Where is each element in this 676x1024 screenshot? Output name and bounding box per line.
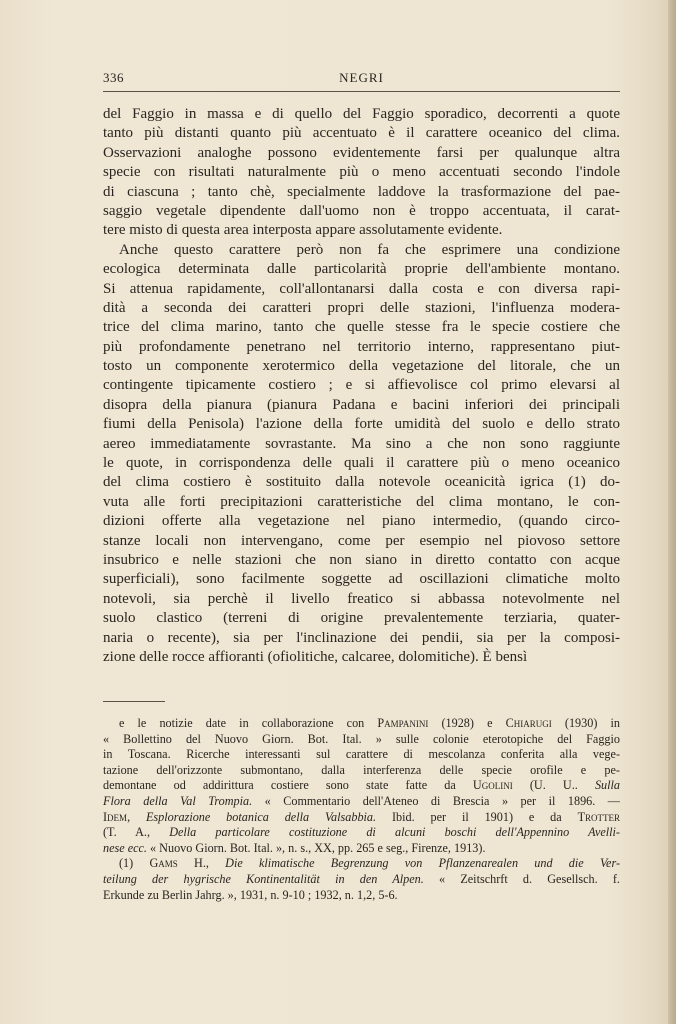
header-rule xyxy=(103,91,620,92)
footnote-line xyxy=(103,841,620,857)
footnotes xyxy=(103,716,620,903)
text-line: Si attenua rapidamente, coll'allontanarsi dalla costa e con diversa rapi- xyxy=(103,280,620,297)
text-line: notevoli, sia perchè il livello freatico si abbassa notevolmente nel xyxy=(103,590,620,607)
footnote-line xyxy=(103,888,620,904)
text-line: trice del clima marino, tanto che quelle stesse fra le specie costiere che xyxy=(103,319,620,336)
running-title: NEGRI xyxy=(339,70,384,85)
footnote-fragment: Chiarugi xyxy=(505,716,552,730)
footnote-line xyxy=(103,716,620,732)
footnote-fragment: Ugolini xyxy=(472,778,513,793)
text-line: contingente tipicamente costiero ; e si affievolisce col primo elevarsi al xyxy=(103,377,620,394)
footnote-fragment: (T. A., xyxy=(103,825,170,840)
footnote-line xyxy=(103,763,620,779)
footnote-fragment: in Toscana. Ricerche interessanti sul carattere di mescolanza conferita alla vege- xyxy=(103,747,620,762)
footnote-fragment: « Bollettino del Nuovo Giorn. Bot. Ital. » sulle colonie eterotopiche del Faggio xyxy=(103,731,620,746)
footnote-fragment: Die klimatische Begrenzung von Pflanzenarealen und die Ver- xyxy=(225,856,620,871)
text-line: tere misto di questa area interposta appare assolutamente evidente. xyxy=(103,222,503,239)
footnote-fragment: nese ecc. xyxy=(103,840,147,855)
footnote-line xyxy=(103,732,620,748)
footnote-fragment: « Zeitschrft d. Gesellsch. f. xyxy=(423,871,620,886)
footnote-fragment: Gams xyxy=(149,856,178,871)
footnote-fragment: (1) xyxy=(119,856,150,871)
footnote-fragment: H., xyxy=(177,856,226,871)
footnote-line xyxy=(103,778,620,794)
footnote-separator xyxy=(103,701,165,702)
text-line: del Faggio in massa e di quello del Faggio sporadico, decorrenti a quote xyxy=(103,106,620,122)
text-line: tosto un componente xerotermico della vegetazione del litorale, che un xyxy=(103,358,620,375)
footnote-fragment: tazione dell'orizzonte submontano, dalla interferenza delle specie orofile e pe- xyxy=(103,762,620,777)
footnote-fragment: Sulla xyxy=(594,778,620,793)
footnote-fragment: e le notizie date in collaborazione con xyxy=(119,716,378,730)
footnote-fragment: (1928) e xyxy=(428,716,506,730)
text-line: di ciascuna ; tanto chè, specialmente laddove la trasformazione del pae- xyxy=(103,183,620,200)
page-number: 336 xyxy=(103,70,124,85)
text-line: dizioni offerte alla vegetazione nel piano intermedio, (quando circo- xyxy=(103,513,620,530)
text-line: disopra della pianura (pianura Padana e bacini inferiori dei principali xyxy=(103,396,620,413)
text-line: del clima costiero è sostituito dalla notevole oceanicità igrica (1) do- xyxy=(103,474,620,491)
text-line: le quote, in corrispondenza delle quali il carattere più o meno oceanico xyxy=(103,455,620,472)
text-line: tanto più distanti quanto più accentuato è il carattere oceanico del clima. xyxy=(103,125,620,142)
footnote-line xyxy=(103,872,620,888)
footnote-line xyxy=(103,794,620,810)
footnote-fragment: Pampanini xyxy=(377,716,429,730)
footnote-fragment: Trotter xyxy=(577,809,621,824)
text-line: saggio vegetale dipendente dall'uomo non è troppo accentuata, il carat- xyxy=(103,202,620,219)
footnote-fragment: (U. U.. xyxy=(512,778,595,793)
text-line: stanze locali non intervengano, come per esempio nel piovoso settore xyxy=(103,532,620,549)
footnote-fragment: Erkunde zu Berlin Jahrg. », 1931, n. 9-10 ; 1932, n. 1,2, 5-6. xyxy=(103,887,398,902)
footnote-fragment: Ibid. per il 1901) e da xyxy=(376,809,578,824)
footnote-fragment: Flora della Val Trompia. xyxy=(103,793,253,808)
main-text xyxy=(103,105,620,667)
footnote-fragment: « Commentario dell'Ateneo di Brescia » per il 1896. — xyxy=(252,793,620,808)
text-line: Anche questo carattere però non fa che esprimere una condizione xyxy=(119,241,620,258)
text-line: vuta alle forti precipitazioni caratteristiche del clima montano, le con- xyxy=(103,493,620,510)
text-line: Osservazioni analoghe possono evidentemente farsi per qualunque altra xyxy=(103,144,620,161)
footnote-fragment: , xyxy=(127,809,146,824)
footnote-fragment: Esplorazione botanica della Valsabbia. xyxy=(145,809,377,824)
footnote-line xyxy=(103,747,620,763)
text-line: fiumi della Penisola) l'azione della forte umidità del suolo e dello strato xyxy=(103,416,620,433)
text-line: più profondamente penetrano nel territorio interno, rappresentano piut- xyxy=(103,338,620,355)
footnote-fragment: « Nuovo Giorn. Bot. Ital. », n. s., XX, pp. 265 e seg., Firenze, 1913). xyxy=(146,840,486,855)
text-line: ecologica determinata dalle particolarità proprie dell'ambiente montano. xyxy=(103,261,620,278)
text-line: aereo immediatamente sovrastante. Ma sino a che non sono raggiunte xyxy=(103,435,620,452)
footnote-fragment: demontane od addirittura costiere sono state fatte da xyxy=(103,778,473,793)
page-edge xyxy=(668,0,676,1024)
text-line: superficiali), sono facilmente soggette ad oscillazioni climatiche molto xyxy=(103,571,620,588)
text-line: naria o recente), sia per l'inclinazione dei pendii, sia per la composi- xyxy=(103,629,620,646)
text-line: suolo clastico (terreni di origine prevalentemente terziaria, quater- xyxy=(103,610,620,627)
footnote-line xyxy=(103,825,620,841)
text-line: dità a seconda dei caratteri propri delle stazioni, l'influenza modera- xyxy=(103,299,620,316)
text-line: zione delle rocce affioranti (ofiolitiche, calcaree, dolomitiche). È bensì xyxy=(103,648,528,665)
footnote-fragment: teilung der hygrische Kontinentalität in den Alpen. xyxy=(103,871,424,886)
footnote-fragment: Idem xyxy=(103,809,128,824)
text-line: insubrico e nelle stazioni che non siano in diretto contatto con acque xyxy=(103,551,620,568)
footnote-fragment: (1930) in xyxy=(551,716,620,730)
footnote-line xyxy=(103,810,620,826)
footnote-line xyxy=(103,856,620,872)
footnote-fragment: Della particolare costituzione di alcuni boschi dell'Appennino Avelli- xyxy=(169,825,620,840)
text-line: specie con risultati naturalmente più o meno accentuati secondo l'indole xyxy=(103,164,620,181)
